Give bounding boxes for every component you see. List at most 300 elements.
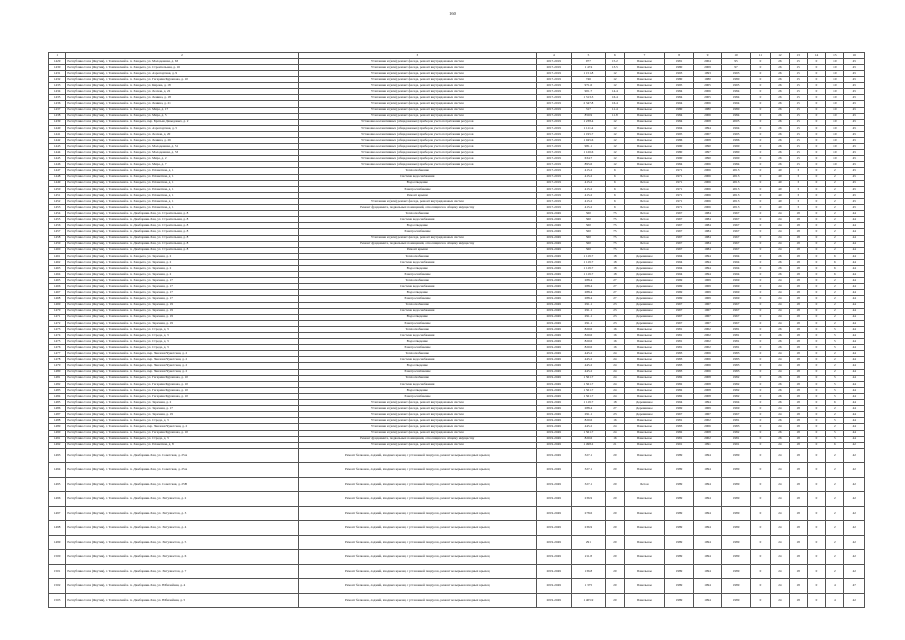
- cell-row-number: 1480: [49, 369, 66, 375]
- cell-address: Республика Саха (Якутия), г. Томпонский н. п. Джебарики-Хая, ул. Энтузиастов, д. 7: [66, 564, 298, 579]
- cell-col-15: 2: [826, 192, 844, 198]
- cell-col-14: 0: [807, 198, 825, 204]
- cell-col-15: 2: [826, 412, 844, 418]
- cell-col-12: 26: [771, 70, 789, 76]
- cell-address: Республика Саха (Якутия), г. Томпонский н. п. Хандыга, пер. Чкалова/Чукотская, д. 2: [66, 357, 298, 363]
- cell-volume: 20: [606, 593, 624, 608]
- cell-row-number: 1453: [49, 205, 66, 211]
- cell-row-number: 1478: [49, 357, 66, 363]
- cell-area: 1 119.7: [571, 265, 606, 271]
- cell-work-type: Электроснабжение: [298, 272, 536, 278]
- cell-work-type: Ремонт балконов, лоджий, входных крылец с установкой пандусов, ремонт козырьков входных крылец: [298, 506, 536, 521]
- cell-period: 2019-2049: [536, 400, 571, 406]
- cell-col-15: 2: [826, 351, 844, 357]
- cell-col-14: 0: [807, 492, 825, 507]
- cell-volume: 6: [606, 186, 624, 192]
- cell-work-type: Установка коллективных (общедомовых) приборов учета потребления ресурсов: [298, 131, 536, 137]
- cell-col-15: 2: [826, 302, 844, 308]
- cell-row-number: 1436: [49, 101, 66, 107]
- cell-address: Республика Саха (Якутия), г. Томпонский н. п. Джебарики-Хая, ул. Энтузиастов, д. 5: [66, 535, 298, 550]
- capital-repair-table: [48, 52, 865, 608]
- cell-year-commissioned: 1989: [722, 448, 751, 463]
- cell-area: 634.7: [571, 156, 606, 162]
- cell-row-number: 1471: [49, 314, 66, 320]
- cell-col-12: 40: [771, 198, 789, 204]
- cell-volume: 12: [606, 119, 624, 125]
- cell-col-12: 24: [771, 412, 789, 418]
- cell-col-14: 0: [807, 381, 825, 387]
- cell-year-built: 1971: [665, 205, 694, 211]
- cell-volume: 18: [606, 400, 624, 406]
- cell-work-type: Утепление и (или) ремонт фасада, ремонт внутридомовых систем: [298, 70, 536, 76]
- cell-col-16: 44: [844, 418, 865, 424]
- cell-volume: 20: [606, 463, 624, 478]
- cell-col-14: 0: [807, 302, 825, 308]
- cell-col-15: 2: [826, 506, 844, 521]
- cell-col-12: 26: [771, 387, 789, 393]
- cell-col-11: 0: [750, 211, 770, 217]
- cell-area: 901.7: [571, 89, 606, 95]
- cell-col-12: 26: [771, 83, 789, 89]
- cell-row-number: 1447: [49, 168, 66, 174]
- cell-address: Республика Саха (Якутия), г. Томпонский н. п. Джебарики-Хая, ул. Советская, д. 25А: [66, 463, 298, 478]
- cell-period: 2019-2049: [536, 284, 571, 290]
- cell-work-type: Утепление и (или) ремонт фасада, ремонт внутридомовых систем: [298, 418, 536, 424]
- cell-area: 291.1: [571, 320, 606, 326]
- cell-year-overhaul: 2006: [693, 101, 722, 107]
- cell-period: 2017-2019: [536, 180, 571, 186]
- cell-row-number: 1474: [49, 333, 66, 339]
- cell-col-15: 2: [826, 241, 844, 247]
- cell-row-number: 1470: [49, 308, 66, 314]
- cell-address: Республика Саха (Якутия), г. Томпонский н. п. Хандыга, ул. Строительная, д. 16: [66, 64, 298, 70]
- cell-col-12: 24: [771, 284, 789, 290]
- cell-address: Республика Саха (Якутия), г. Томпонский н. п. Хандыга, ул. Заречная, д. 17: [66, 278, 298, 284]
- cell-col-13: 18: [789, 412, 807, 418]
- cell-col-14: 0: [807, 521, 825, 536]
- cell-area: 415.2: [571, 180, 606, 186]
- column-number-11: 11: [750, 53, 770, 59]
- cell-year-built: 1984: [665, 89, 694, 95]
- cell-period: 2017-2019: [536, 144, 571, 150]
- cell-col-14: 0: [807, 107, 825, 113]
- cell-col-14: 0: [807, 345, 825, 351]
- cell-area: 1 474: [571, 64, 606, 70]
- cell-address: Республика Саха (Якутия), г. Томпонский н. п. Джебарики-Хая, ул. Строительная, д. 8: [66, 211, 298, 217]
- cell-address: Республика Саха (Якутия), г. Томпонский н. п. Хандыга, ул. Заречная, д. 17: [66, 406, 298, 412]
- cell-volume: 6: [606, 180, 624, 186]
- cell-area: 327.1: [571, 477, 606, 492]
- cell-area: 1 151.8: [571, 70, 606, 76]
- cell-col-14: 0: [807, 95, 825, 101]
- cell-year-built: 1989: [665, 593, 694, 608]
- cell-year-commissioned: 1969: [722, 296, 751, 302]
- cell-year-overhaul: 1994: [693, 272, 722, 278]
- cell-area: 560: [571, 217, 606, 223]
- cell-volume: 20: [606, 492, 624, 507]
- cell-area: 288.4: [571, 278, 606, 284]
- cell-col-15: 10: [826, 58, 844, 64]
- cell-col-14: 0: [807, 192, 825, 198]
- cell-row-number: 1469: [49, 302, 66, 308]
- cell-col-15: 4: [826, 593, 844, 608]
- cell-volume: 24: [606, 381, 624, 387]
- cell-wall-material: Деревянное: [624, 272, 665, 278]
- cell-work-type: Утепление и (или) ремонт фасада, ремонт внутридомовых систем: [298, 89, 536, 95]
- cell-year-overhaul: 2002: [693, 333, 722, 339]
- cell-col-16: 45: [844, 64, 865, 70]
- cell-col-12: 26: [771, 89, 789, 95]
- cell-col-15: 10: [826, 107, 844, 113]
- cell-col-11: 0: [750, 442, 770, 448]
- cell-col-13: 18: [789, 492, 807, 507]
- cell-address: Республика Саха (Якутия), г. Томпонский н. п. Хандыга, ул. Гагарина/Курашова, д. 10: [66, 77, 298, 83]
- cell-col-11: 0: [750, 477, 770, 492]
- cell-row-number: 1464: [49, 272, 66, 278]
- cell-col-13: 18: [789, 400, 807, 406]
- cell-col-12: 40: [771, 180, 789, 186]
- cell-col-12: 26: [771, 259, 789, 265]
- cell-col-12: 24: [771, 314, 789, 320]
- cell-col-16: 42: [844, 448, 865, 463]
- cell-col-15: 2: [826, 564, 844, 579]
- cell-col-14: 0: [807, 375, 825, 381]
- table-row: [49, 535, 865, 550]
- cell-col-11: 0: [750, 180, 770, 186]
- cell-col-15: 10: [826, 89, 844, 95]
- cell-row-number: 1451: [49, 192, 66, 198]
- cell-work-type: Теплоснабжение: [298, 302, 536, 308]
- cell-col-11: 0: [750, 296, 770, 302]
- cell-col-15: 6: [826, 265, 844, 271]
- cell-year-built: 1983: [665, 363, 694, 369]
- cell-row-number: 1496: [49, 492, 66, 507]
- cell-period: 2019-2049: [536, 436, 571, 442]
- cell-area: 327.1: [571, 448, 606, 463]
- cell-col-15: 2: [826, 186, 844, 192]
- cell-year-overhaul: 1969: [693, 296, 722, 302]
- cell-col-14: 0: [807, 205, 825, 211]
- cell-row-number: 1489: [49, 424, 66, 430]
- cell-col-16: 44: [844, 326, 865, 332]
- cell-period: 2019-2049: [536, 247, 571, 253]
- cell-col-16: 45: [844, 89, 865, 95]
- cell-address: Республика Саха (Якутия), г. Томпонский н. п. Хандыга, ул. Заречная, д. 19: [66, 320, 298, 326]
- cell-area: 1 119.7: [571, 400, 606, 406]
- cell-period: 2019-2049: [536, 430, 571, 436]
- cell-address: Республика Саха (Якутия), г. Томпонский н. п. Хандыга, ул. Гагарина/Курашова, д. 10: [66, 381, 298, 387]
- cell-col-14: 0: [807, 436, 825, 442]
- cell-address: Республика Саха (Якутия), г. Томпонский н. п. Хандыга, ул. Планетная, д. 1: [66, 174, 298, 180]
- cell-year-overhaul: 1994: [693, 477, 722, 492]
- cell-area: 291.1: [571, 314, 606, 320]
- cell-col-11: 0: [750, 339, 770, 345]
- cell-address: Республика Саха (Якутия), г. Томпонский н. п. Джебарики-Хая, ул. Энтузиастов, д. 6: [66, 550, 298, 565]
- cell-volume: 16: [606, 333, 624, 339]
- cell-volume: 75: [606, 247, 624, 253]
- cell-work-type: Утепление и (или) ремонт фасада, ремонт внутридомовых систем: [298, 430, 536, 436]
- cell-col-15: 6: [826, 442, 844, 448]
- cell-year-commissioned: 1967: [722, 211, 751, 217]
- cell-col-12: 26: [771, 113, 789, 119]
- cell-col-15: 10: [826, 156, 844, 162]
- cell-wall-material: Панельное: [624, 369, 665, 375]
- cell-area: 1 375: [571, 579, 606, 594]
- cell-col-12: 24: [771, 506, 789, 521]
- cell-work-type: Водоотведение: [298, 180, 536, 186]
- cell-col-14: 0: [807, 119, 825, 125]
- cell-col-16: 45: [844, 77, 865, 83]
- cell-wall-material: Панельное: [624, 436, 665, 442]
- cell-col-12: 26: [771, 253, 789, 259]
- cell-volume: 75: [606, 241, 624, 247]
- cell-year-overhaul: 2006: [693, 351, 722, 357]
- cell-address: Республика Саха (Якутия), г. Томпонский н. п. Хандыга, ул. Заречная, д. 19: [66, 308, 298, 314]
- cell-year-built: 1994: [665, 125, 694, 131]
- cell-col-15: 10: [826, 131, 844, 137]
- cell-address: Республика Саха (Якутия), г. Томпонский н. п. Хандыга, ул. Молодежная, д. 51: [66, 144, 298, 150]
- cell-year-built: 1967: [665, 229, 694, 235]
- cell-area: 445.2: [571, 369, 606, 375]
- cell-col-16: 45: [844, 113, 865, 119]
- cell-wall-material: Панельное: [624, 506, 665, 521]
- cell-col-16: 44: [844, 363, 865, 369]
- cell-year-commissioned: 1984: [722, 162, 751, 168]
- cell-col-14: 0: [807, 320, 825, 326]
- cell-row-number: 1457: [49, 229, 66, 235]
- cell-col-11: 0: [750, 363, 770, 369]
- cell-col-11: 0: [750, 95, 770, 101]
- cell-year-commissioned: 1995: [722, 83, 751, 89]
- cell-year-overhaul: 2006: [693, 162, 722, 168]
- cell-col-13: 18: [789, 564, 807, 579]
- cell-volume: 75: [606, 217, 624, 223]
- cell-col-14: 0: [807, 89, 825, 95]
- cell-period: 2019-2049: [536, 492, 571, 507]
- cell-wall-material: Панельное: [624, 442, 665, 448]
- cell-col-15: 2: [826, 492, 844, 507]
- cell-year-built: 1981: [665, 345, 694, 351]
- cell-work-type: Ремонт балконов, лоджий, входных крылец с установкой пандусов, ремонт козырьков входных крылец: [298, 463, 536, 478]
- cell-wall-material: Панельное: [624, 131, 665, 137]
- cell-col-11: 0: [750, 521, 770, 536]
- cell-year-built: 1969: [665, 284, 694, 290]
- cell-row-number: 1483: [49, 387, 66, 393]
- cell-work-type: Установка коллективных (общедомовых) приборов учета потребления ресурсов: [298, 125, 536, 131]
- cell-row-number: 1488: [49, 418, 66, 424]
- cell-work-type: Электроснабжение: [298, 393, 536, 399]
- cell-col-12: 26: [771, 381, 789, 387]
- cell-work-type: Ремонт крыши: [298, 192, 536, 198]
- cell-year-overhaul: 2005: [693, 83, 722, 89]
- cell-col-16: 45: [844, 138, 865, 144]
- cell-year-overhaul: 1967: [693, 412, 722, 418]
- cell-year-overhaul: 1967: [693, 320, 722, 326]
- cell-col-16: 45: [844, 70, 865, 76]
- cell-year-commissioned: 1967: [722, 320, 751, 326]
- cell-col-11: 0: [750, 150, 770, 156]
- cell-col-12: 26: [771, 162, 789, 168]
- cell-col-13: 18: [789, 345, 807, 351]
- cell-period: 2019-2049: [536, 296, 571, 302]
- cell-wall-material: Панельное: [624, 162, 665, 168]
- cell-area: 288.4: [571, 296, 606, 302]
- cell-year-commissioned: 1989: [722, 550, 751, 565]
- cell-col-15: 10: [826, 150, 844, 156]
- cell-row-number: 1449: [49, 180, 66, 186]
- cell-col-15: 10: [826, 95, 844, 101]
- cell-wall-material: Бетон: [624, 241, 665, 247]
- cell-year-overhaul: 2008: [693, 138, 722, 144]
- cell-address: Республика Саха (Якутия), г. Томпонский н. п. Хандыга, пер. Чкалова/Чукотская, д. 2: [66, 351, 298, 357]
- cell-col-14: 0: [807, 144, 825, 150]
- cell-address: Республика Саха (Якутия), г. Томпонский н. п. Хандыга, ул. Строда, д. 3: [66, 436, 298, 442]
- cell-address: Республика Саха (Якутия), г. Томпонский н. п. Хандыга, ул. Планетная, д. 1: [66, 186, 298, 192]
- cell-area: 415.2: [571, 198, 606, 204]
- cell-row-number: 1448: [49, 174, 66, 180]
- cell-col-13: 3: [789, 205, 807, 211]
- cell-volume: 18: [606, 272, 624, 278]
- cell-col-11: 0: [750, 125, 770, 131]
- cell-col-12: 24: [771, 564, 789, 579]
- cell-col-11: 0: [750, 241, 770, 247]
- cell-col-12: 24: [771, 320, 789, 326]
- cell-period: 2017-2019: [536, 168, 571, 174]
- table-row: [49, 448, 865, 463]
- cell-year-built: 1989: [665, 463, 694, 478]
- cell-col-14: 0: [807, 400, 825, 406]
- cell-work-type: Утепление и (или) ремонт фасада, ремонт внутридомовых систем: [298, 107, 536, 113]
- cell-col-12: 40: [771, 168, 789, 174]
- cell-area: 445.2: [571, 363, 606, 369]
- cell-col-14: 0: [807, 229, 825, 235]
- cell-address: Республика Саха (Якутия), г. Томпонский н. п. Джебарики-Хая, ул. Строительная, д. 8: [66, 217, 298, 223]
- cell-address: Республика Саха (Якутия), г. Томпонский н. п. Хандыга, ул. Ленина, д. 18: [66, 95, 298, 101]
- cell-period: 2019-2049: [536, 351, 571, 357]
- cell-year-built: 1982: [665, 387, 694, 393]
- cell-area: 288.4: [571, 406, 606, 412]
- cell-year-overhaul: 2006: [693, 180, 722, 186]
- cell-col-12: 26: [771, 272, 789, 278]
- cell-col-14: 0: [807, 174, 825, 180]
- cell-address: Республика Саха (Якутия), г. Томпонский н. п. Хандыга, ул. Заречная, д. 2: [66, 272, 298, 278]
- cell-col-11: 0: [750, 448, 770, 463]
- cell-col-14: 0: [807, 125, 825, 131]
- cell-address: Республика Саха (Якутия), г. Томпонский н. п. Джебарики-Хая, ул. Строительная, д. 8: [66, 247, 298, 253]
- cell-wall-material: Панельное: [624, 593, 665, 608]
- cell-col-12: 24: [771, 241, 789, 247]
- cell-col-16: 44: [844, 320, 865, 326]
- cell-wall-material: Панельное: [624, 339, 665, 345]
- cell-volume: 24: [606, 357, 624, 363]
- cell-col-15: 10: [826, 119, 844, 125]
- cell-col-11: 0: [750, 144, 770, 150]
- cell-col-16: 42: [844, 442, 865, 448]
- cell-year-commissioned: 97: [722, 64, 751, 70]
- cell-col-15: 10: [826, 77, 844, 83]
- cell-col-16: 45: [844, 205, 865, 211]
- cell-area: 291.1: [571, 308, 606, 314]
- cell-area: 1 119.7: [571, 253, 606, 259]
- cell-period: 2017-2019: [536, 58, 571, 64]
- cell-year-overhaul: 1994: [693, 564, 722, 579]
- cell-area: 1 119.7: [571, 272, 606, 278]
- cell-col-11: 0: [750, 58, 770, 64]
- cell-col-13: 18: [789, 406, 807, 412]
- cell-col-13: 18: [789, 448, 807, 463]
- cell-col-12: 26: [771, 150, 789, 156]
- cell-area: 1 126.6: [571, 150, 606, 156]
- cell-col-13: 3: [789, 174, 807, 180]
- cell-year-built: 1967: [665, 308, 694, 314]
- cell-wall-material: Бетон: [624, 168, 665, 174]
- cell-year-built: 1967: [665, 314, 694, 320]
- cell-year-overhaul: 1990: [693, 156, 722, 162]
- cell-year-commissioned: 1984: [722, 89, 751, 95]
- cell-period: 2019-2049: [536, 579, 571, 594]
- cell-col-13: 18: [789, 387, 807, 393]
- cell-year-commissioned: 1984: [722, 95, 751, 101]
- cell-col-12: 24: [771, 521, 789, 536]
- cell-col-13: 18: [789, 418, 807, 424]
- cell-col-13: 15: [789, 95, 807, 101]
- cell-volume: 12: [606, 131, 624, 137]
- cell-col-15: 5: [826, 393, 844, 399]
- cell-period: 2017-2019: [536, 174, 571, 180]
- cell-col-13: 18: [789, 326, 807, 332]
- cell-volume: 23: [606, 320, 624, 326]
- cell-address: Республика Саха (Якутия), г. Томпонский н. п. Джебарики-Хая, ул. Строительная, д. 8: [66, 229, 298, 235]
- cell-year-commissioned: 1983: [722, 424, 751, 430]
- cell-address: Республика Саха (Якутия), г. Томпонский н. п. Хандыга, пер. Чкалова/Чукотская, д. 2: [66, 424, 298, 430]
- cell-col-12: 26: [771, 131, 789, 137]
- cell-wall-material: Деревянное: [624, 259, 665, 265]
- cell-period: 2017-2019: [536, 107, 571, 113]
- cell-col-16: 44: [844, 211, 865, 217]
- cell-col-11: 0: [750, 168, 770, 174]
- cell-wall-material: Панельное: [624, 138, 665, 144]
- cell-area: 211.8: [571, 550, 606, 565]
- cell-col-11: 0: [750, 265, 770, 271]
- cell-work-type: Утепление и (или) ремонт фасада, ремонт внутридомовых систем: [298, 113, 536, 119]
- cell-col-13: 15: [789, 89, 807, 95]
- cell-row-number: 1437: [49, 107, 66, 113]
- cell-col-15: 6: [826, 400, 844, 406]
- cell-col-13: 18: [789, 284, 807, 290]
- column-number-13: 13: [789, 53, 807, 59]
- cell-col-14: 0: [807, 131, 825, 137]
- cell-address: Республика Саха (Якутия), г. Томпонский н. п. Хандыга, ул. Кирова, д. 18: [66, 83, 298, 89]
- cell-col-12: 24: [771, 357, 789, 363]
- cell-col-11: 0: [750, 259, 770, 265]
- cell-col-12: 24: [771, 477, 789, 492]
- cell-wall-material: Бетон: [624, 211, 665, 217]
- cell-year-built: 1967: [665, 412, 694, 418]
- cell-period: 2019-2049: [536, 235, 571, 241]
- cell-address: Республика Саха (Якутия), г. Томпонский н. п. Хандыга, ул. Заречная, д. 17: [66, 296, 298, 302]
- cell-area: 1 313.3: [571, 95, 606, 101]
- cell-address: Республика Саха (Якутия), г. Томпонский н. п. Хандыга, ул. Заречная, д. 17: [66, 284, 298, 290]
- cell-address: Республика Саха (Якутия), г. Томпонский н. п. Хандыга, ул. Гагарина/Курашова, д. 10: [66, 430, 298, 436]
- cell-col-12: 26: [771, 125, 789, 131]
- cell-year-commissioned: 1967: [722, 314, 751, 320]
- cell-wall-material: Бетон: [624, 174, 665, 180]
- cell-col-14: 0: [807, 253, 825, 259]
- cell-area: 1 111.4: [571, 125, 606, 131]
- cell-year-commissioned: 2013: [722, 205, 751, 211]
- cell-year-built: 1984: [665, 95, 694, 101]
- table-row: [49, 463, 865, 478]
